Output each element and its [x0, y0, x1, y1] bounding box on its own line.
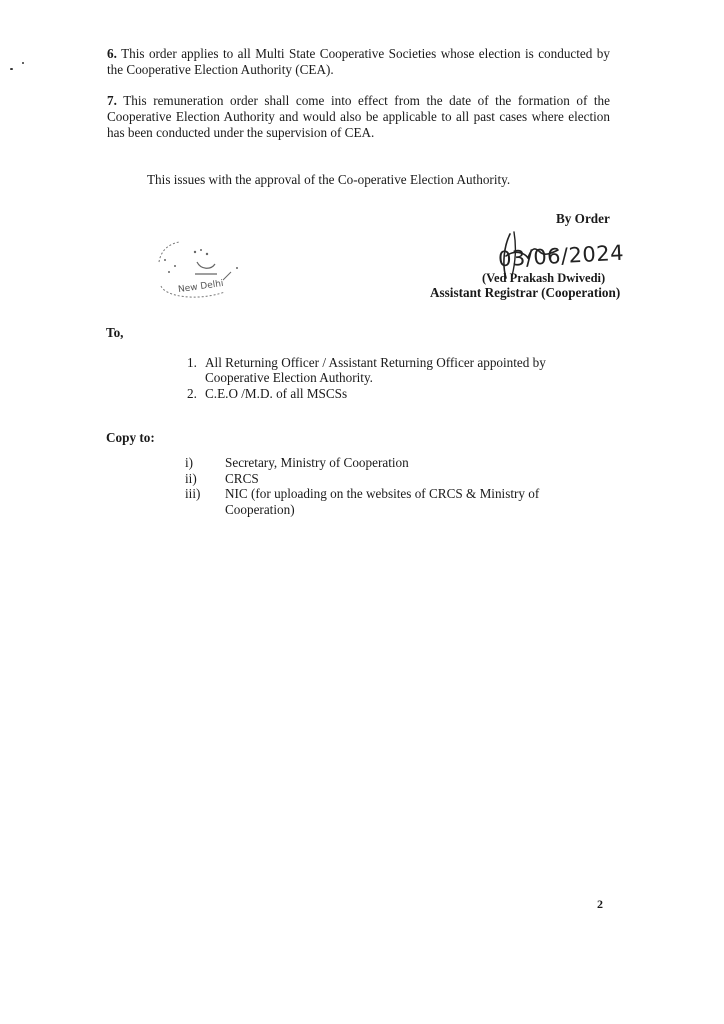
- to-recipient-list: [187, 355, 567, 401]
- list-item-text: NIC (for uploading on the websites of CRCS & Ministry of Cooperation): [225, 486, 540, 517]
- list-item-number: 2.: [187, 386, 197, 401]
- by-order-label: By Order: [556, 211, 610, 226]
- list-item: [187, 355, 567, 385]
- to-heading: To,: [106, 325, 124, 340]
- list-item-number: i): [185, 455, 194, 470]
- list-item-number: 1.: [187, 355, 197, 370]
- page-number: 2: [597, 897, 603, 911]
- signatory-designation: Assistant Registrar (Cooperation): [430, 285, 621, 300]
- list-item-text: C.E.O /M.D. of all MSCSs: [205, 386, 348, 401]
- list-item-text: CRCS: [225, 470, 259, 486]
- paragraph-6: [107, 46, 610, 78]
- signatory-name: (Ved Prakash Dwivedi): [482, 271, 606, 285]
- list-item-text: Secretary, Ministry of Cooperation: [225, 455, 409, 470]
- paragraph-7: [107, 93, 610, 141]
- list-item: [185, 471, 565, 487]
- list-item-number: iii): [185, 486, 201, 501]
- handwritten-date: 03/06/2024: [497, 240, 625, 272]
- scan-speck: [10, 68, 13, 70]
- paragraph-7-text: This remuneration order shall come into effect from the date of the formation of the Cooperative Election Authority and would also be applicable to all past cases where election has been conducted under the supervision of CEA.: [107, 93, 610, 140]
- list-item: [185, 455, 565, 471]
- list-item-text: All Returning Officer / Assistant Returning Officer appointed by Cooperative Election Authority.: [205, 355, 546, 385]
- copy-to-heading: Copy to:: [106, 430, 155, 445]
- seal-location-text: New Delhi: [177, 278, 225, 296]
- copy-to-list: [185, 455, 565, 517]
- scan-speck: [22, 62, 24, 64]
- approval-line: This issues with the approval of the Co-operative Election Authority.: [147, 172, 511, 187]
- paragraph-7-number: 7.: [107, 93, 117, 108]
- list-item: [185, 486, 565, 517]
- list-item: [187, 386, 567, 401]
- paragraph-6-text: This order applies to all Multi State Cooperative Societies whose election is conducted by the Cooperative Election Authority (CEA).: [107, 46, 610, 77]
- list-item-number: ii): [185, 470, 197, 486]
- paragraph-6-number: 6.: [107, 46, 117, 61]
